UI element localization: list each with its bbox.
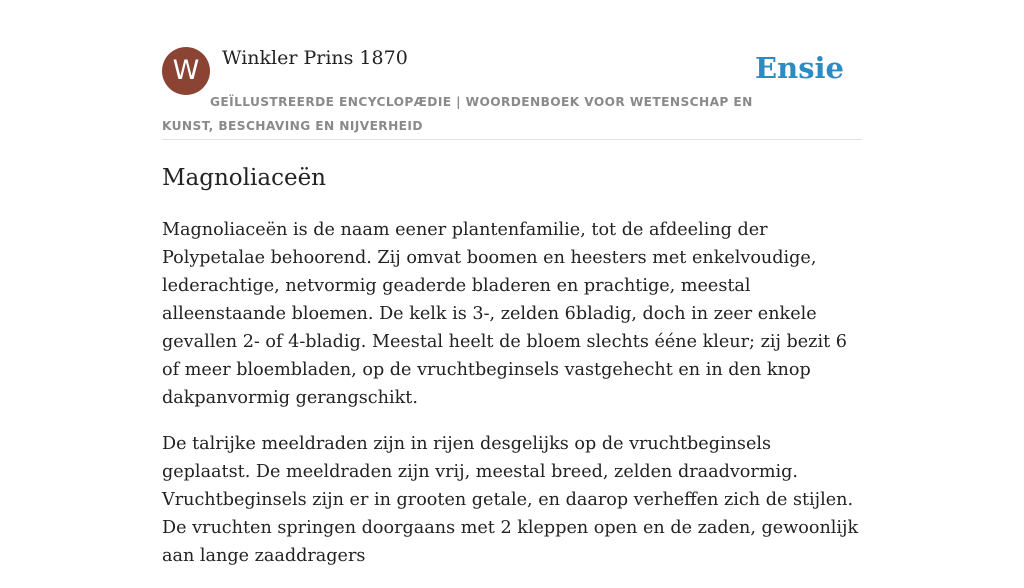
source-avatar[interactable]: W (162, 47, 210, 95)
source-title-link[interactable]: Winkler Prins 1870 (222, 47, 408, 69)
article-title: Magnoliaceën (162, 165, 326, 191)
source-subtitle: GEÏLLUSTREERDE ENCYCLOPÆDIE | WOORDENBOEK VOOR WETENSCHAP EN KUNST, BESCHAVING EN NIJVERHEID (162, 95, 753, 133)
source-header (162, 46, 862, 140)
article-paragraph: Magnoliaceën is de naam eener plantenfamilie, tot de afdeeling der Polypetalae behoorend. Zij omvat boomen en heesters met enkelvoudige, lederachtige, netvormig geaderde bladeren en prachtige, meestal alleenstaande bloemen. De kelk is 3-, zelden 6bladig, doch in zeer enkele gevallen 2- of 4-bladig. Meestal heelt de bloem slechts ééne kleur; zij bezit 6 of meer bloembladen, op de vruchtbeginsels vastgehecht en in den knop dakpanvormig gerangschikt. (162, 220, 847, 408)
article-paragraph: De talrijke meeldraden zijn in rijen desgelijks op de vruchtbeginsels geplaatst. De meeldraden zijn vrij, meestal breed, zelden draadvormig. Vruchtbeginsels zijn er in grooten getale, en daarop verheffen zich de stijlen. De vruchten springen doorgaans met 2 kleppen open en de zaden, gewoonlijk aan lange zaaddragers (162, 434, 859, 566)
article-body (162, 216, 862, 588)
ensie-logo-link[interactable]: Ensie (755, 51, 844, 85)
